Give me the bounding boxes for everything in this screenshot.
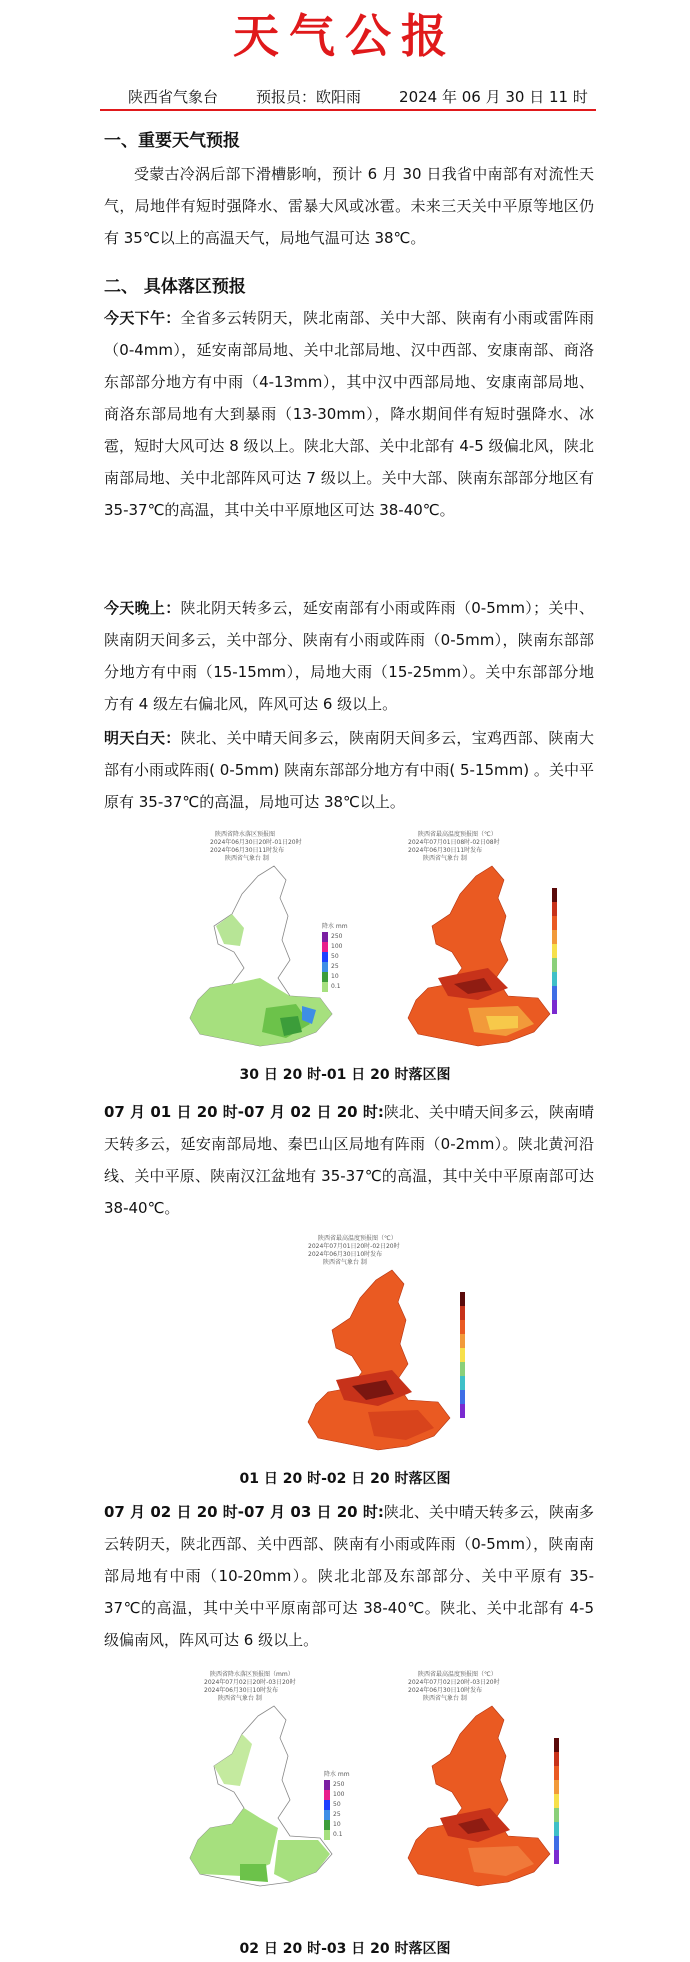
legend-swatch [552,930,557,944]
legend-swatch [554,1808,559,1822]
bulletin-title: 天气公报 [233,9,457,63]
day2-text: 陕北、关中晴天间多云，陕南晴天转多云，延安南部局地、秦巴山区局地有阵雨（0-2mm）。陕北黄河沿线、关中平原、陕南汉江盆地有 35-37℃的高温，其中关中平原南部可达 38-40℃。 [104,1103,594,1217]
mild-area [486,1016,518,1030]
legend-swatch [552,902,557,916]
legend-swatch [552,972,557,986]
legend-swatch [322,972,328,982]
rain-map-3-issued: 2024年06月30日10时发布 [204,1687,279,1694]
tomorrow-paragraph [104,722,594,818]
temperature-legend [460,1292,465,1418]
rain-map-3-period: 2024年07月02日20时-03日20时 [204,1679,296,1686]
tomorrow-text: 陕北、关中晴天间多云，陕南阴天间多云，宝鸡西部、陕南大部有小雨或阵雨( 0-5mm) 陕南东部部分地方有中雨( 5-15mm) 。关中平原有 35-37℃的高温，局地可达 38℃以上。 [104,729,594,811]
rain-map-3-title: 陕西省降水落区预报图（mm） [210,1671,294,1678]
temperature-legend [554,1738,559,1864]
figure-2-caption: 01 日 20 时-02 日 20 时落区图 [239,1471,451,1487]
legend-value: 100 [333,1791,345,1798]
rain-map-1-period: 2024年06月30日20时-01日20时 [210,839,302,846]
day2-lead: 07 月 01 日 20 时-07 月 02 日 20 时: [104,1103,384,1121]
legend-swatch [460,1320,465,1334]
legend-swatch [324,1800,330,1810]
today-afternoon-paragraph [104,302,594,526]
tonight-lead: 今天晚上： [104,599,181,617]
legend-swatch [460,1306,465,1320]
legend-value: 25 [331,963,339,970]
legend-swatch [324,1830,330,1840]
legend-value: 50 [331,953,339,960]
temp-map-1-issued: 2024年06月30日11时发布 [408,847,483,854]
byline [128,86,588,107]
rain-map-1-title: 陕西省降水落区预报图 [215,831,276,838]
legend-swatch [554,1836,559,1850]
legend-swatch [552,1000,557,1014]
legend-value: 0.1 [331,983,341,990]
rain-area [274,1840,330,1882]
legend-swatch [554,1822,559,1836]
legend-swatch [324,1820,330,1830]
day2-paragraph [104,1096,594,1224]
rain-map-3 [170,1668,360,1930]
legend-swatch [552,944,557,958]
issue-time: 2024 年 06 月 30 日 11 时 [399,88,588,106]
legend-swatch [460,1334,465,1348]
temp-map-2-period: 2024年07月01日20时-02日20时 [308,1243,400,1250]
legend-swatch [460,1348,465,1362]
legend-value: 50 [333,1801,341,1808]
rain-legend [324,1770,350,1840]
legend-swatch [460,1390,465,1404]
day3-text: 陕北、关中晴天转多云，陕南多云转阴天，陕北西部、关中西部、陕南有小雨或阵雨（0-5mm），陕南南部局地有中雨（10-20mm）。陕北北部及东部部分、关中平原有 35-37℃的高温，其中关中平原南部可达 38-40℃。陕北、关中北部有 4-5 级偏南风，阵风可达 6 级以上。 [104,1503,594,1649]
tomorrow-lead: 明天白天： [104,729,181,747]
figure-1-caption: 30 日 20 时-01 日 20 时落区图 [239,1067,451,1083]
rain-map-1 [170,828,350,1058]
temp-map-3-period: 2024年07月02日20时-03日20时 [408,1679,500,1686]
legend-value: 250 [333,1781,345,1788]
temp-map-1 [378,828,568,1058]
legend-swatch [322,982,328,992]
temp-map-2-issued: 2024年06月30日10时发布 [308,1251,383,1258]
section1-heading: 一、重要天气预报 [104,131,240,151]
legend-swatch [554,1780,559,1794]
legend-value: 10 [331,973,339,980]
temp-map-1-org: 陕西省气象台 制 [423,855,467,862]
section2-heading: 二、 具体落区预报 [104,277,246,297]
legend-value: 250 [331,933,343,940]
temp-map-1-period: 2024年07月01日08时-02日08时 [408,839,500,846]
legend-swatch [322,942,328,952]
temp-map-3-issued: 2024年06月30日10时发布 [408,1687,483,1694]
legend-value: 100 [331,943,343,950]
temp-map-2-title: 陕西省最高温度预报图（℃） [318,1235,397,1242]
masthead [0,0,690,68]
legend-value: 0.1 [333,1831,343,1838]
legend-swatch [552,958,557,972]
legend-swatch [554,1850,559,1864]
today-afternoon-text: 全省多云转阴天，陕北南部、关中大部、陕南有小雨或雷阵雨（0-4mm），延安南部局地、关中北部局地、汉中西部、安康南部、商洛东部部分地方有中雨（4-13mm），其中汉中西部局地、安康南部局地、商洛东部局地有大到暴雨（13-30mm），降水期间伴有短时强降水、冰雹，短时大风可达 8 级以上。陕北大部、关中北部有 4-5 级偏北风，陕北南部局地、关中北部阵风可达 7 级以上。关中大部、陕南东部部分地区有 35-37℃的高温，其中关中平原地区可达 38-40℃。 [104,309,594,519]
rain-area [240,1864,268,1882]
legend-swatch [554,1794,559,1808]
legend-swatch [552,916,557,930]
section1-text: 受蒙古冷涡后部下滑槽影响，预计 6 月 30 日我省中南部有对流性天气，局地伴有短时强降水、雷暴大风或冰雹。未来三天关中平原等地区仍有 35℃以上的高温天气，局地气温可达 38℃。 [104,165,594,247]
temperature-legend [552,888,557,1014]
tonight-paragraph [104,592,594,720]
legend-value: 25 [333,1811,341,1818]
legend-swatch [552,888,557,902]
legend-value: 10 [333,1821,341,1828]
legend-swatch [554,1738,559,1752]
temp-map-3-org: 陕西省气象台 制 [423,1695,467,1702]
temp-map-2 [278,1232,478,1462]
legend-swatch [322,932,328,942]
rain-legend [322,922,348,992]
figure-3-caption: 02 日 20 时-03 日 20 时落区图 [239,1941,451,1957]
rain-legend-title: 降水 mm [322,923,348,930]
rain-map-1-org: 陕西省气象台 制 [225,855,269,862]
legend-swatch [324,1810,330,1820]
forecaster-name: 预报员：欧阳雨 [256,88,362,106]
agency-name: 陕西省气象台 [128,88,219,106]
legend-swatch [460,1292,465,1306]
legend-swatch [322,952,328,962]
temp-map-3-title: 陕西省最高温度预报图（℃） [418,1671,497,1678]
legend-swatch [554,1766,559,1780]
legend-swatch [460,1404,465,1418]
day3-lead: 07 月 02 日 20 时-07 月 03 日 20 时: [104,1503,384,1521]
legend-swatch [554,1752,559,1766]
legend-swatch [460,1376,465,1390]
rain-legend-title: 降水 mm [324,1771,350,1778]
rain-map-3-org: 陕西省气象台 制 [218,1695,262,1702]
rain-map-1-issued: 2024年06月30日11时发布 [210,847,285,854]
temp-map-2-org: 陕西省气象台 制 [323,1259,367,1266]
legend-swatch [324,1780,330,1790]
tonight-text: 陕北阴天转多云，延安南部有小雨或阵雨（0-5mm）；关中、陕南阴天间多云，关中部分、陕南有小雨或阵雨（0-5mm），陕南东部部分地方有中雨（15-15mm），局地大雨（15-25mm）。关中东部部分地方有 4 级左右偏北风，阵风可达 6 级以上。 [104,599,594,713]
today-afternoon-lead: 今天下午： [104,309,181,327]
day3-paragraph [104,1496,594,1656]
temp-map-3 [378,1668,568,1930]
header-divider [100,109,596,111]
temp-map-1-title: 陕西省最高温度预报图（℃） [418,831,497,838]
legend-swatch [324,1790,330,1800]
legend-swatch [322,962,328,972]
legend-swatch [552,986,557,1000]
legend-swatch [460,1362,465,1376]
